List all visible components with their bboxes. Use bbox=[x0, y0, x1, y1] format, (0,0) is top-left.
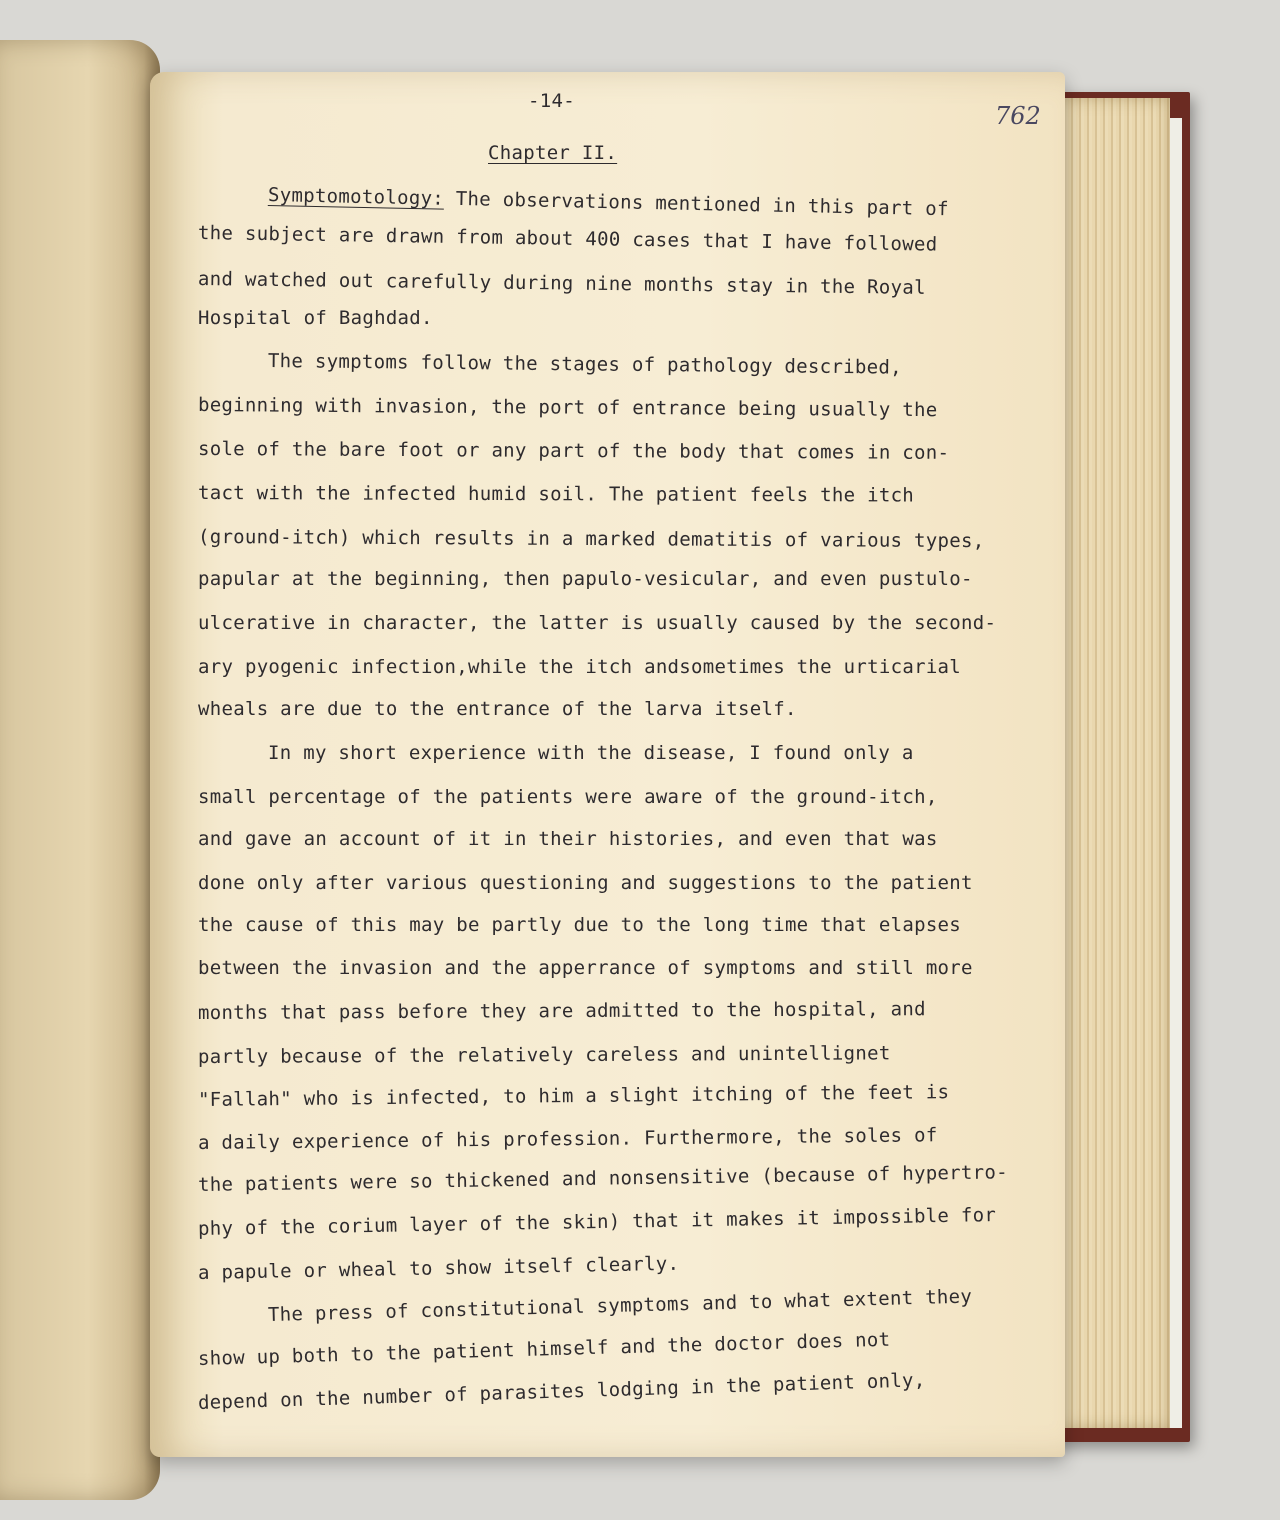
text-line: small percentage of the patients were aware of the ground-itch, bbox=[198, 786, 938, 808]
text-line: beginning with invasion, the port of entrance being usually the bbox=[197, 394, 938, 422]
text-line: tact with the infected humid soil. The patient feels the itch bbox=[197, 482, 915, 507]
text-line: (ground-itch) which results in a marked dematitis of various types, bbox=[197, 526, 985, 553]
text-line: Symptomotology: The observations mentioned in this part of bbox=[267, 184, 949, 221]
show-through-text bbox=[14, 190, 22, 206]
text-line: show up both to the patient himself and the doctor does not bbox=[197, 1328, 891, 1370]
text-line: ulcerative in character, the latter is usually caused by the second- bbox=[198, 612, 997, 634]
text-line: the patients were so thickened and nonsensitive (because of hypertro- bbox=[197, 1161, 1009, 1196]
text-line: depend on the number of parasites lodging in the patient only, bbox=[197, 1369, 926, 1414]
text-line: ary pyogenic infection,while the itch andsometimes the urticarial bbox=[198, 656, 962, 678]
text-line: The symptoms follow the stages of pathology described, bbox=[267, 350, 902, 379]
text-line: sole of the bare foot or any part of the body that comes in con- bbox=[197, 438, 950, 464]
text-line: between the invasion and the apperrance of symptoms and still more bbox=[198, 957, 973, 979]
handwritten-folio: 762 bbox=[995, 102, 1041, 130]
text-line: the cause of this may be partly due to the long time that elapses bbox=[198, 914, 962, 936]
left-page bbox=[0, 40, 160, 1500]
text-line: In my short experience with the disease, I found only a bbox=[268, 742, 914, 764]
text-line: and gave an account of it in their histories, and even that was bbox=[198, 828, 938, 850]
text-line: a papule or wheal to show itself clearly. bbox=[197, 1252, 680, 1284]
text-line: papular at the beginning, then papulo-vesicular, and even pustulo- bbox=[198, 568, 973, 590]
text-line: phy of the corium layer of the skin) that it makes it impossible for bbox=[197, 1204, 997, 1240]
text-line: the subject are drawn from about 400 cases that I have followed bbox=[197, 222, 938, 256]
text-line: months that pass before they are admitted to the hospital, and bbox=[197, 998, 926, 1024]
endpaper bbox=[1168, 118, 1182, 1428]
text-line: wheals are due to the entrance of the larva itself. bbox=[198, 698, 797, 720]
text-line: a daily experience of his profession. Furthermore, the soles of bbox=[197, 1124, 938, 1154]
text-line: and watched out carefully during nine months stay in the Royal bbox=[197, 268, 926, 299]
chapter-title: Chapter II. bbox=[488, 142, 618, 164]
text-line: done only after various questioning and suggestions to the patient bbox=[198, 872, 973, 894]
section-heading: Symptomotology: bbox=[267, 184, 445, 210]
text-line: partly because of the relatively careless and unintellignet bbox=[197, 1042, 891, 1068]
text-line: Hospital of Baghdad. bbox=[198, 307, 433, 329]
text-line: The press of constitutional symptoms and to what extent they bbox=[267, 1285, 973, 1326]
page-edges bbox=[1060, 98, 1170, 1428]
text-line: "Fallah" who is infected, to him a slight itching of the feet is bbox=[197, 1081, 950, 1111]
page-number: -14- bbox=[528, 90, 575, 112]
typed-page bbox=[150, 72, 1065, 1457]
